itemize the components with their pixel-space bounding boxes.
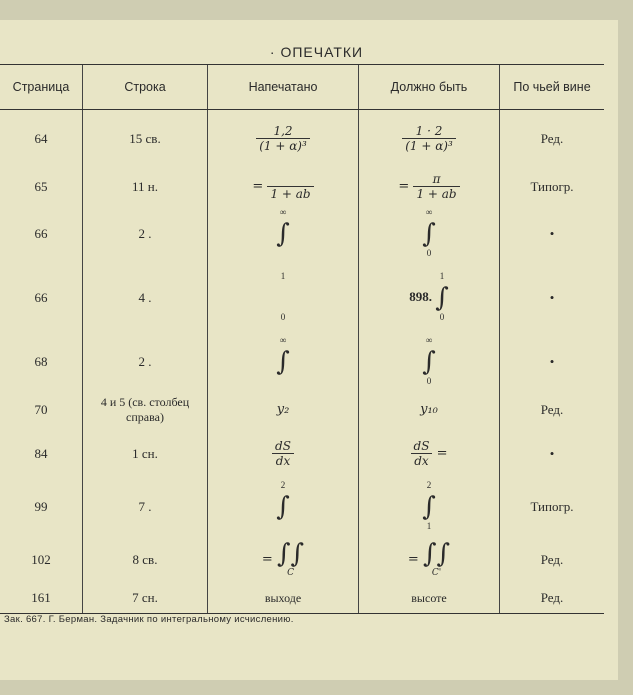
integral-sign: 1 0 — [280, 270, 286, 322]
fraction: $\frac{\pi}{1 + ab}$ — [413, 172, 459, 201]
cell-printed — [208, 262, 359, 334]
cell-fault: Ред. — [500, 584, 605, 614]
fraction: $\frac{dS}{dx}$ — [411, 439, 433, 468]
cell-page: 68 — [34, 353, 48, 369]
equals-sign: = — [398, 179, 410, 194]
cell-line: 2 . — [83, 334, 208, 390]
fraction: $\frac{dS}{dx}$ — [272, 439, 294, 468]
cell-page: 70 — [34, 401, 48, 417]
cell-printed: выходе — [208, 584, 359, 614]
integral-sign: ∞ ∫ 0 — [422, 334, 436, 386]
table-row — [0, 334, 604, 390]
table-row — [0, 168, 604, 206]
table-row — [0, 390, 604, 430]
header-line: Строка — [83, 65, 208, 110]
cell-line: 8 св. — [83, 536, 208, 584]
cell-page: 64 — [34, 130, 48, 146]
cell-page: 66 — [34, 225, 48, 241]
cell-line: 7 сн. — [83, 584, 208, 614]
cell-correct — [359, 262, 500, 334]
cell-fault: Типогр. — [500, 168, 605, 206]
cell-correct: y₁₀ — [359, 390, 500, 430]
cell-correct — [359, 478, 500, 536]
cell-page: 66 — [34, 289, 48, 305]
cell-printed: y₂ — [208, 390, 359, 430]
cell-fault: Ред. — [500, 110, 605, 168]
table-row — [0, 206, 604, 262]
cell-line: 4 и 5 (св. столбец справа) — [83, 390, 208, 430]
cell-fault: Ред. — [500, 390, 605, 430]
header-printed: Напечатано — [208, 65, 359, 110]
cell-printed — [208, 334, 359, 390]
integral-sign: 1 ∫ 0 — [435, 270, 449, 322]
equals-sign: = — [436, 446, 448, 461]
integral-sign: 2 ∫ 1 — [422, 479, 436, 531]
cell-correct — [359, 334, 500, 390]
fraction: $\frac{1 \cdot 2}{\text{(1 + α)³}}$ — [402, 124, 456, 153]
table-row — [0, 584, 604, 614]
cell-line: 15 св. — [83, 110, 208, 168]
cell-correct — [359, 430, 500, 478]
cell-printed — [208, 536, 359, 584]
cell-line: 7 . — [83, 478, 208, 536]
cell-printed — [208, 430, 359, 478]
header-correct: Должно быть — [359, 65, 500, 110]
cell-printed — [208, 206, 359, 262]
cell-printed — [208, 478, 359, 536]
integral-sign: ∞ ∫ — [276, 334, 290, 377]
cell-fault: • — [500, 206, 605, 262]
cell-page: 84 — [34, 445, 48, 461]
cell-line: 11 н. — [83, 168, 208, 206]
double-integral: ∫∫ C — [276, 539, 305, 578]
page-title: · ОПЕЧАТКИ — [269, 44, 364, 60]
cell-line: 1 сн. — [83, 430, 208, 478]
equation-number: 898. — [409, 288, 432, 304]
cell-correct — [359, 206, 500, 262]
table-row — [0, 536, 604, 584]
footer-note: Зак. 667. Г. Берман. Задачник по интегральному исчислению. — [4, 614, 294, 625]
cell-fault: Ред. — [500, 536, 605, 584]
cell-correct: высоте — [359, 584, 500, 614]
cell-page: 102 — [31, 551, 51, 567]
integral-sign: 2 ∫ — [276, 479, 290, 522]
equals-sign: = — [252, 179, 264, 194]
cell-fault: Типогр. — [500, 478, 605, 536]
cell-line: 2 . — [83, 206, 208, 262]
header-fault: По чьей вине — [500, 65, 605, 110]
integral-sign: ∞ ∫ 0 — [422, 206, 436, 258]
table-row — [0, 478, 604, 536]
fraction: 1 + ab — [267, 172, 313, 201]
cell-printed — [208, 110, 359, 168]
table-row — [0, 262, 604, 334]
cell-page: 99 — [34, 498, 48, 514]
cell-fault: • — [500, 430, 605, 478]
table-row — [0, 430, 604, 478]
cell-page: 65 — [34, 178, 48, 194]
table-row — [0, 110, 604, 168]
cell-correct — [359, 110, 500, 168]
equals-sign: = — [407, 552, 419, 567]
cell-correct — [359, 168, 500, 206]
cell-printed — [208, 168, 359, 206]
cell-fault: • — [500, 334, 605, 390]
cell-fault: • — [500, 262, 605, 334]
header-row — [0, 65, 604, 110]
errata-table — [0, 64, 604, 614]
cell-correct — [359, 536, 500, 584]
header-page: Страница — [0, 65, 83, 110]
cell-line: 4 . — [83, 262, 208, 334]
fraction: $\frac{1,2}{\text{(1 + α)³}}$ — [256, 124, 310, 153]
double-integral: ∫∫ C' — [422, 539, 451, 578]
equals-sign: = — [261, 552, 273, 567]
cell-page: 161 — [0, 584, 83, 614]
integral-sign: ∞ ∫ — [276, 206, 290, 249]
